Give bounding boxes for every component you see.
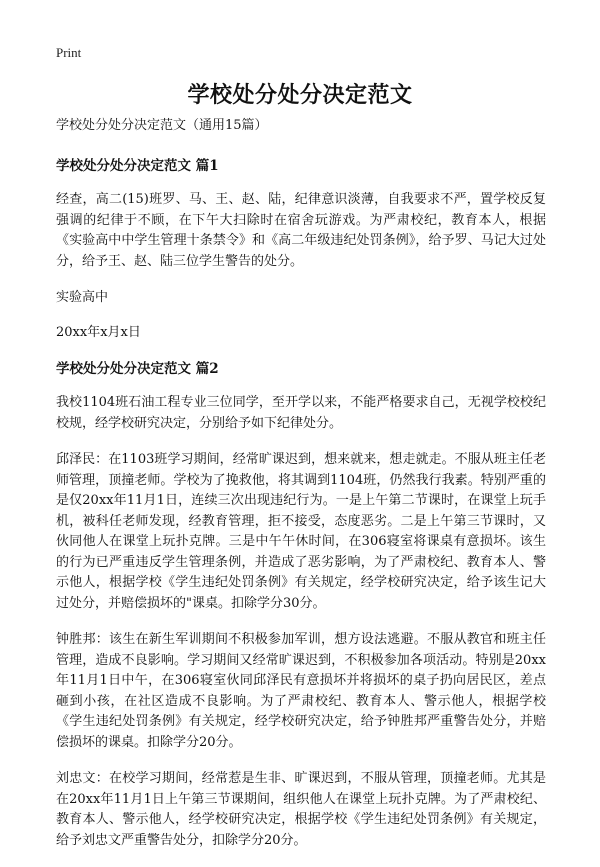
paragraph: 邱泽民：在1103班学习期间，经常旷课迟到，想来就来，想走就走。不服从班主任老师管理，顶撞老师。学校为了挽救他，将其调到1104班，仍然我行我素。特别严重的是仅20xx年11月1日，连续三次出现违纪行为。一是上午第二节课时，在课堂上玩手机，被科任老师发现，经教育管理，拒不接受，态度恶劣。二是上午第三节课时，又伙同他人在课堂上玩扑克牌。三是中午午休时间，在306寝室将课桌有意损坏。该生的行为已严重违反学生管理条例，并造成了恶劣影响，为了严肃校纪、教育本人、警示他人，根据学校《学生违纪处罚条例》有关规定，经学校研究决定，给予该生记大过处分，并赔偿损坏的"课桌。扣除学分30分。 [56,452,546,611]
section-heading: 学校处分处分决定范文 篇1 [56,158,219,174]
section-2 [56,359,546,851]
section-1 [56,156,546,343]
document-subtitle: 学校处分处分决定范文（通用15篇） [56,118,268,133]
paragraph: 钟胜邦：该生在新生军训期间不积极参加军训，想方设法逃避。不服从教官和班主任管理，造成不良影响。学习期间又经常旷课迟到，不积极参加各项活动。特别是20xx年11月1日中午，在306寝室伙同邱泽民有意损坏并将损坏的桌子扔向居民区，差点砸到小孩，在社区造成不良影响。为了严肃校纪、教育本人、警示他人，根据学校《学生违纪处罚条例》有关规定，经学校研究决定，给予钟胜邦严重警告处分，并赔偿损坏的课桌。扣除学分20分。 [56,632,546,750]
signature-school: 实验高中 [56,290,109,305]
paragraph: 我校1104班石油工程专业三位同学，至开学以来，不能严格要求自己，无视学校校纪校规，经学校研究决定，分别给予如下纪律处分。 [56,395,546,431]
document-body [56,116,546,867]
signature-date: 20xx年x月x日 [56,324,141,340]
page-title: 学校处分处分决定范文 [187,82,413,108]
paragraph: 经查，高二(15)班罗、马、王、赵、陆，纪律意识淡薄，自我要求不严，置学校反复强调的纪律于不顾，在下午大扫除时在宿舍玩游戏。为严肃校纪，教育本人，根据《实验高中中学生管理十条禁令》和《高二年级违纪处罚条例》，给予罗、马记大过处分，给予王、赵、陆三位学生警告的处分。 [56,192,546,269]
print-link[interactable]: Print [56,45,82,60]
section-heading: 学校处分处分决定范文 篇2 [56,361,219,377]
paragraph: 刘忠文：在校学习期间，经常惹是生非、旷课迟到，不服从管理，顶撞老师。尤其是在20xx年11月1日上午第三节课期间，组织他人在课堂上玩扑克牌。为了严肃校纪、教育本人、警示他人，经学校研究决定，根据学校《学生违纪处罚条例》有关规定，给予刘忠文严重警告处分，扣除学分20分。 [56,771,546,848]
